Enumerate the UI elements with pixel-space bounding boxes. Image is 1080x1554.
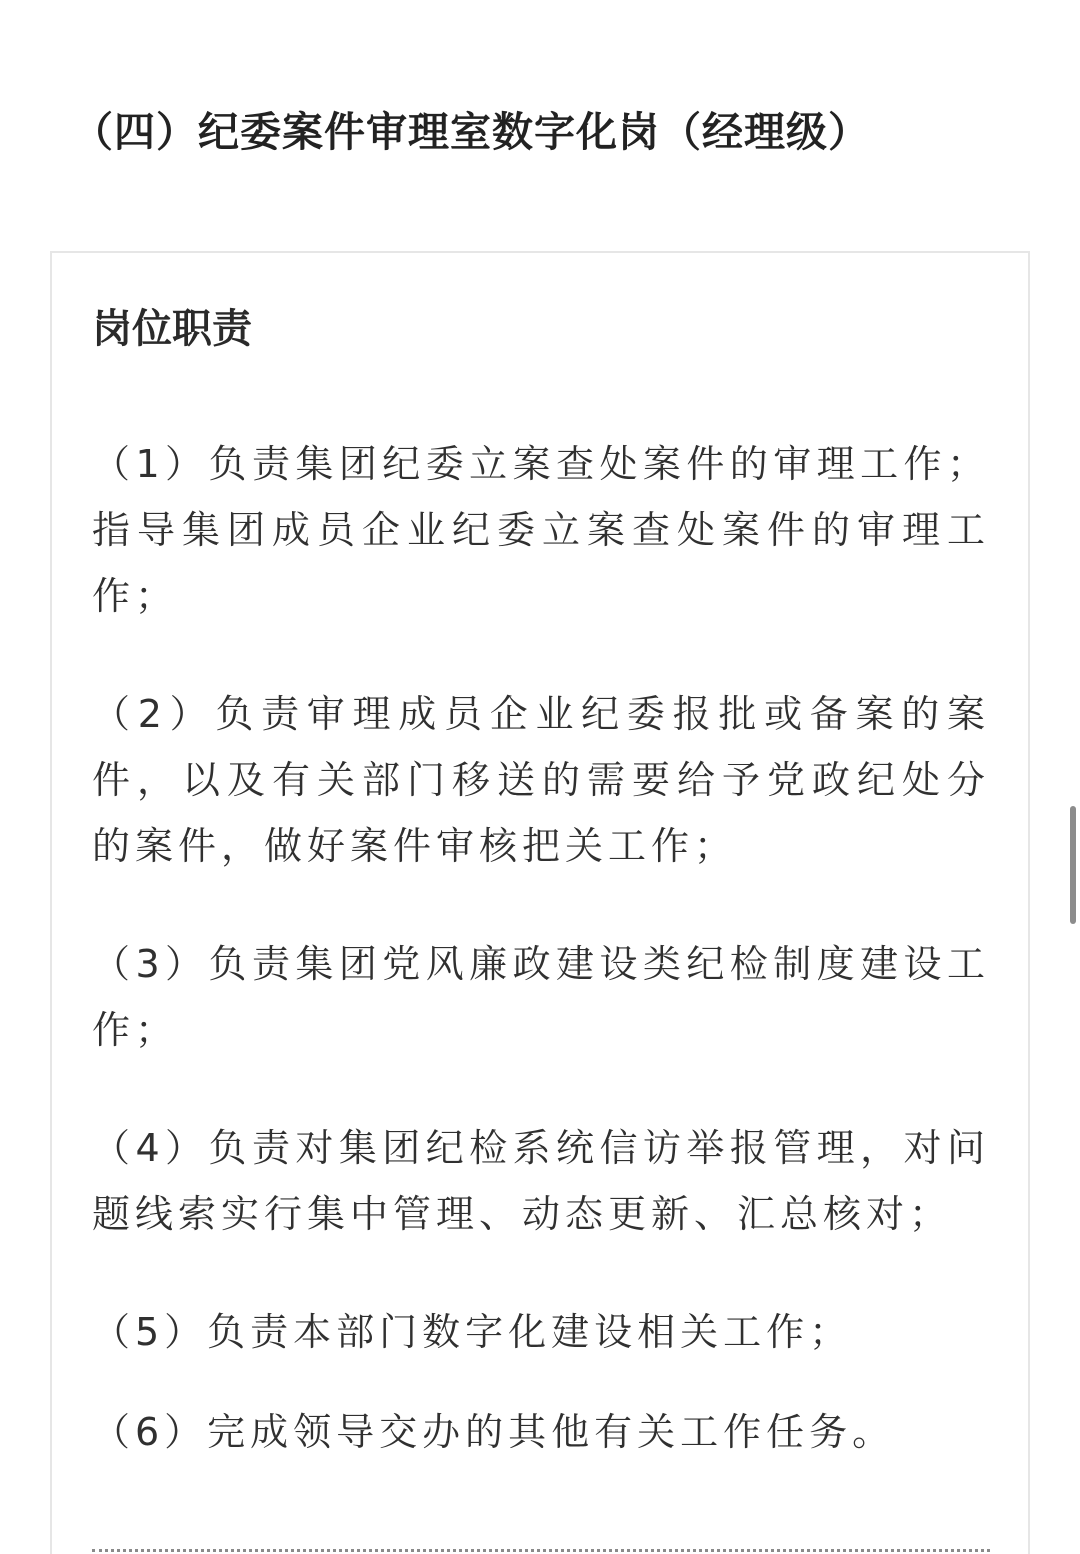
duty-item: （6）完成领导交办的其他有关工作任务。 (92, 1410, 896, 1454)
dotted-divider (92, 1549, 990, 1552)
duty-item: （2）负责审理成员企业纪委报批或备案的案件，以及有关部门移送的需要给予党政纪处分的案件，做好案件审核把关工作； (92, 692, 990, 868)
scrollbar-thumb[interactable] (1070, 806, 1076, 924)
duty-item: （3）负责集团党风廉政建设类纪检制度建设工作； (92, 942, 990, 1052)
section-title: （四）纪委案件审理室数字化岗（经理级） (72, 108, 870, 156)
duty-item: （4）负责对集团纪检系统信访举报管理，对问题线索实行集中管理、动态更新、汇总核对； (92, 1126, 990, 1236)
duty-list (92, 431, 990, 1517)
duty-item: （1）负责集团纪委立案查处案件的审理工作；指导集团成员企业纪委立案查处案件的审理工作； (92, 442, 990, 618)
job-responsibilities-card (50, 251, 1030, 1554)
card-heading: 岗位职责 (92, 306, 252, 352)
duty-item: （5）负责本部门数字化建设相关工作； (92, 1310, 853, 1354)
